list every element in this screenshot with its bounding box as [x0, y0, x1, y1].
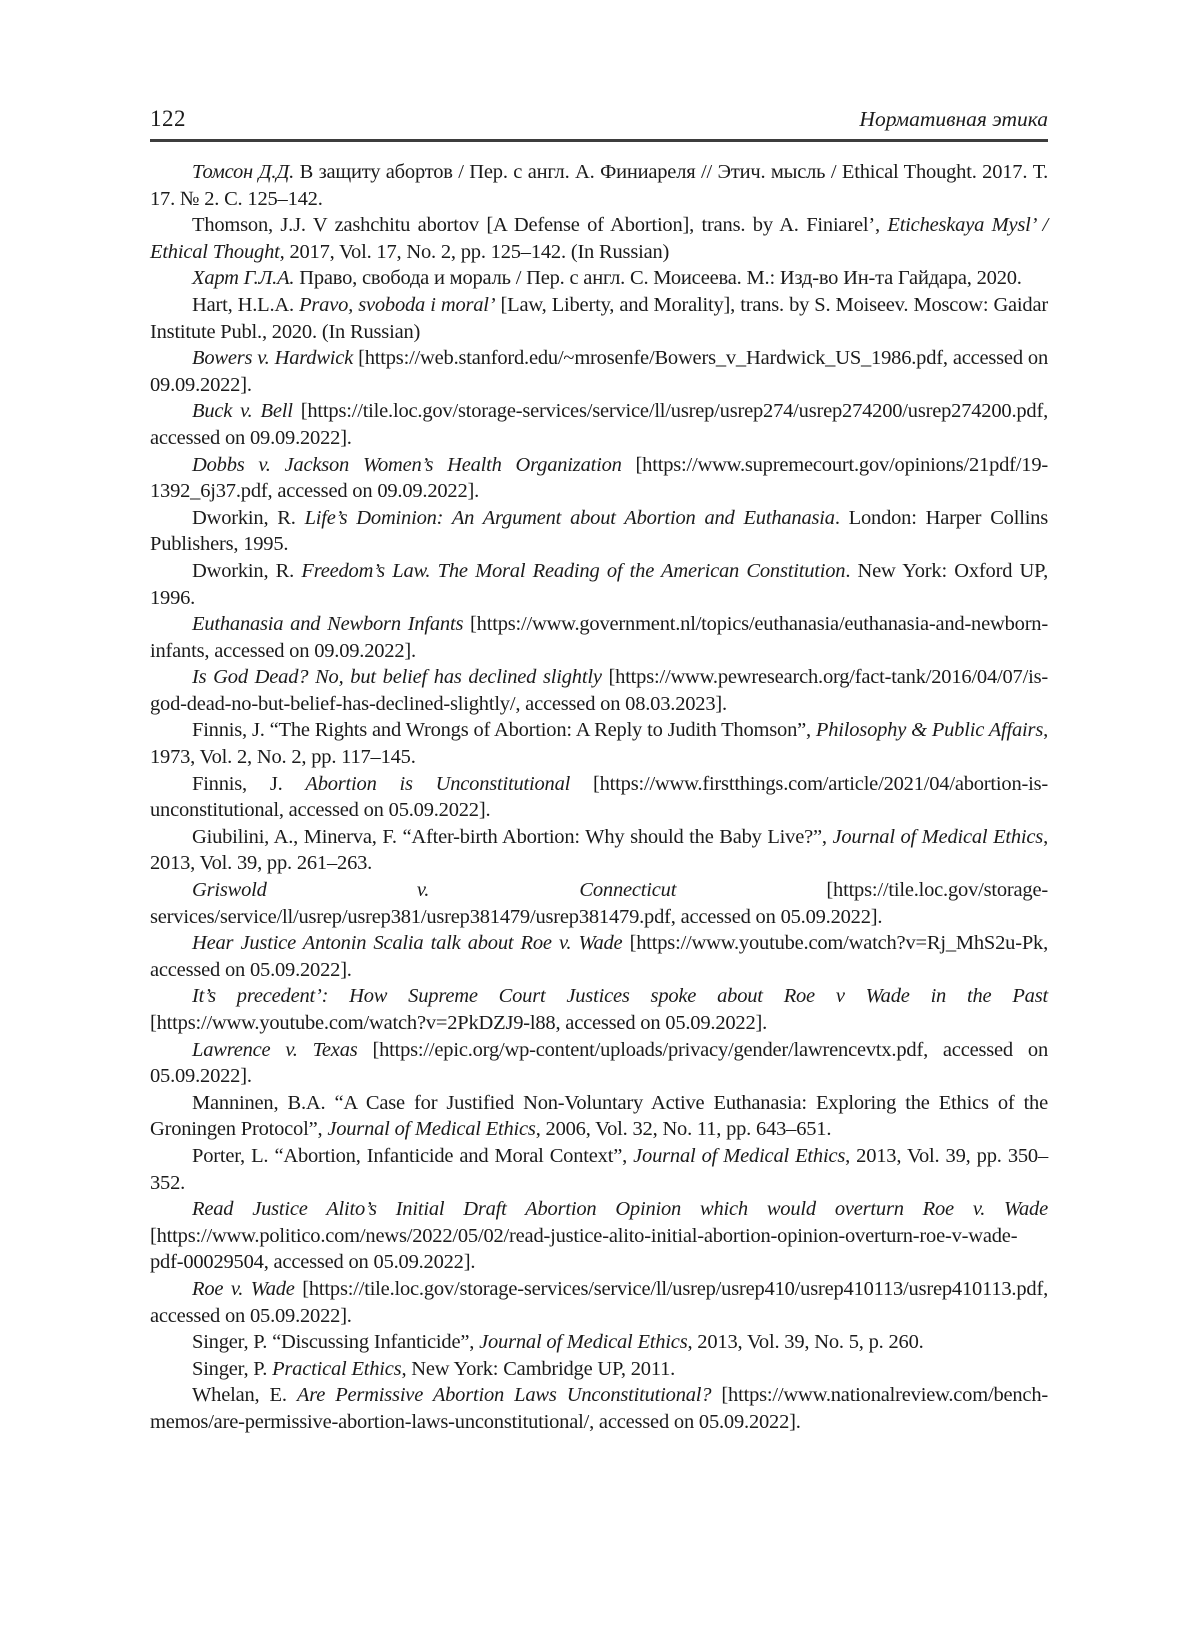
reference-text-segment: [https://www.supremecourt.gov/opinions/21pdf/19-1392_6j37.pdf, accessed on 09.09.2022].	[150, 453, 1048, 503]
reference-text-segment: 2017, Vol. 17, No. 2, pp. 125–142. (In Russian)	[284, 240, 670, 263]
reference-text-segment: [https://www.politico.com/news/2022/05/02/read-justice-alito-initial-abortion-opinion-overturn-roe-v-wade-pdf-00029504, accessed on 05.09.2022].	[150, 1224, 1018, 1274]
reference-entry	[150, 877, 1048, 930]
reference-entry	[150, 558, 1048, 611]
reference-italic-segment: Is God Dead? No, but belief has declined slightly	[192, 666, 602, 689]
reference-text-segment: [https://epic.org/wp-content/uploads/privacy/gender/lawrencevtx.pdf, accessed on 05.09.2022].	[150, 1038, 1048, 1088]
reference-text-segment: , New York: Cambridge UP, 2011.	[401, 1357, 676, 1380]
reference-entry	[150, 771, 1048, 824]
reference-text-segment: [https://tile.loc.gov/storage-services/service/ll/usrep/usrep274/usrep274200/usrep274200.pdf, accessed on 09.09.2022].	[150, 400, 1048, 449]
reference-italic-segment: Buck v. Bell	[192, 400, 293, 423]
reference-italic-segment: Practical Ethics	[272, 1357, 402, 1380]
reference-entry	[150, 452, 1048, 505]
reference-text-segment: Dworkin, R.	[192, 506, 305, 529]
reference-italic-segment: Eticheskaya Mysl’ / Ethical Thought,	[150, 214, 1048, 263]
reference-text-segment: [Law, Liberty, and Morality], trans. by S. Moiseev. Moscow: Gaidar Institute Publ., 2020. (In Russian)	[150, 293, 1048, 343]
reference-entry	[150, 611, 1048, 664]
reference-entry	[150, 345, 1048, 398]
reference-text-segment: Singer, P.	[192, 1357, 273, 1380]
reference-entry	[150, 1037, 1048, 1090]
reference-text-segment: , 1973, Vol. 2, No. 2, pp. 117–145.	[150, 719, 1049, 769]
reference-italic-segment: Abortion is Unconstitutional	[305, 772, 571, 795]
reference-entry	[150, 664, 1048, 717]
reference-text-segment: Finnis, J.	[192, 772, 306, 795]
reference-entry	[150, 398, 1048, 451]
reference-entry	[150, 983, 1048, 1036]
reference-entry	[150, 1143, 1048, 1196]
reference-italic-segment: It’s precedent’: How Supreme Court Justices spoke about Roe v Wade in the Past	[192, 985, 1048, 1008]
reference-italic-segment: Journal of Medical Ethics	[633, 1144, 846, 1167]
reference-entry	[150, 930, 1048, 983]
reference-text-segment: , 2013, Vol. 39, pp. 261–263.	[150, 825, 1048, 875]
reference-entry	[150, 717, 1048, 770]
reference-text-segment: [https://www.pewresearch.org/fact-tank/2016/04/07/is-god-dead-no-but-belief-has-declined-slightly/, accessed on 08.03.2023].	[150, 666, 1048, 715]
reference-italic-segment: Томсон Д.Д.	[192, 161, 295, 183]
reference-entry	[150, 1382, 1048, 1435]
reference-text-segment: В защиту абортов / Пер. с англ. А. Финиареля // Этич. мысль / Ethical Thought. 2017. Т. 17. № 2. С. 125–142.	[150, 161, 1048, 210]
page-number: 122	[150, 106, 186, 131]
reference-italic-segment: Pravo, svoboda i moral’	[299, 293, 496, 316]
reference-italic-segment: Journal of Medical Ethics	[832, 825, 1044, 848]
reference-text-segment: [https://tile.loc.gov/storage-services/service/ll/usrep/usrep381/usrep381479/usrep381479.pdf, accessed on 05.09.2022].	[150, 879, 1048, 928]
reference-text-segment: [https://www.firstthings.com/article/2021/04/abortion-is-unconstitutional, accessed on 05.09.2022].	[150, 772, 1048, 822]
reference-text-segment: [https://www.government.nl/topics/euthanasia/euthanasia-and-newborn-infants, accessed on 09.09.2022].	[150, 613, 1048, 662]
reference-italic-segment: Lawrence v. Texas	[192, 1038, 358, 1061]
reference-italic-segment: Харт Г.Л.А.	[192, 267, 295, 290]
reference-italic-segment: Euthanasia and Newborn Infants	[192, 613, 464, 636]
reference-italic-segment: Hear Justice Antonin Scalia talk about Roe v. Wade	[192, 932, 623, 955]
reference-entry	[150, 159, 1048, 212]
references-list	[150, 159, 1048, 1436]
reference-entry	[150, 292, 1048, 345]
reference-text-segment: [https://tile.loc.gov/storage-services/service/ll/usrep/usrep410/usrep410113/usrep410113.pdf, accessed on 05.09.2022].	[150, 1277, 1048, 1327]
reference-italic-segment: Philosophy & Public Affairs	[815, 719, 1044, 742]
reference-entry	[150, 1090, 1048, 1143]
reference-text-segment: Право, свобода и мораль / Пер. с англ. С. Моисеева. М.: Изд-во Ин-та Гайдара, 2020.	[294, 267, 1022, 290]
reference-entry	[150, 1356, 1048, 1383]
reference-text-segment: . London: Harper Collins Publishers, 1995.	[150, 506, 1048, 556]
reference-italic-segment: Roe v. Wade	[192, 1277, 295, 1300]
reference-entry	[150, 1276, 1048, 1329]
reference-text-segment: [https://www.youtube.com/watch?v=Rj_MhS2u-Pk, accessed on 05.09.2022].	[150, 932, 1048, 981]
running-head-title: Нормативная этика	[859, 107, 1048, 131]
reference-italic-segment: Dobbs v. Jackson Women’s Health Organization	[192, 453, 622, 476]
running-head	[150, 106, 1048, 142]
reference-text-segment: [https://www.youtube.com/watch?v=2PkDZJ9-l88, accessed on 05.09.2022].	[150, 1012, 768, 1034]
reference-text-segment: Finnis, J. “The Rights and Wrongs of Abortion: A Reply to Judith Thomson”,	[192, 719, 816, 742]
reference-text-segment: Thomson, J.J. V zashchitu abortov [A Defense of Abortion], trans. by A. Finiarel’,	[192, 214, 888, 237]
reference-entry	[150, 265, 1048, 292]
reference-text-segment: Porter, L. “Abortion, Infanticide and Moral Context”,	[192, 1144, 634, 1167]
reference-text-segment: , 2013, Vol. 39, No. 5, p. 260.	[687, 1331, 924, 1354]
reference-text-segment: [https://www.nationalreview.com/bench-memos/are-permissive-abortion-laws-unconstitutional/, accessed on 05.09.2022].	[150, 1384, 1048, 1433]
reference-entry	[150, 824, 1048, 877]
reference-italic-segment: Journal of Medical Ethics	[327, 1118, 536, 1141]
reference-text-segment: Manninen, B.A. “A Case for Justified Non-Voluntary Active Euthanasia: Exploring the Ethics of the Groningen Protocol”,	[150, 1091, 1048, 1141]
reference-italic-segment: Life’s Dominion: An Argument about Abortion and Euthanasia	[304, 506, 835, 529]
reference-text-segment: Dworkin, R.	[192, 559, 302, 582]
reference-italic-segment: Bowers v. Hardwick	[192, 347, 354, 370]
reference-entry	[150, 1196, 1048, 1276]
reference-entry	[150, 212, 1048, 265]
reference-text-segment: Singer, P. “Discussing Infanticide”,	[192, 1331, 480, 1354]
reference-italic-segment: Read Justice Alito’s Initial Draft Abortion Opinion which would overturn Roe v. Wade	[192, 1198, 1048, 1221]
reference-entry	[150, 505, 1048, 558]
reference-text-segment: . New York: Oxford UP, 1996.	[150, 559, 1048, 609]
reference-entry	[150, 1329, 1048, 1356]
reference-italic-segment: Griswold v. Connecticut	[192, 879, 677, 902]
reference-italic-segment: Are Permissive Abortion Laws Unconstitutional?	[296, 1384, 712, 1407]
reference-text-segment: Giubilini, A., Minerva, F. “After-birth Abortion: Why should the Baby Live?”,	[192, 825, 833, 848]
reference-text-segment: , 2013, Vol. 39, pp. 350–352.	[150, 1144, 1048, 1194]
reference-italic-segment: Journal of Medical Ethics	[479, 1331, 688, 1354]
reference-text-segment: [https://web.stanford.edu/~mrosenfe/Bowers_v_Hardwick_US_1986.pdf, accessed on 09.09.2022].	[150, 347, 1048, 396]
reference-text-segment: Hart, H.L.A.	[192, 293, 300, 316]
reference-text-segment: , 2006, Vol. 32, No. 11, pp. 643–651.	[535, 1118, 832, 1141]
reference-italic-segment: Freedom’s Law. The Moral Reading of the American Constitution	[301, 559, 846, 582]
reference-text-segment: Whelan, E.	[192, 1384, 297, 1407]
